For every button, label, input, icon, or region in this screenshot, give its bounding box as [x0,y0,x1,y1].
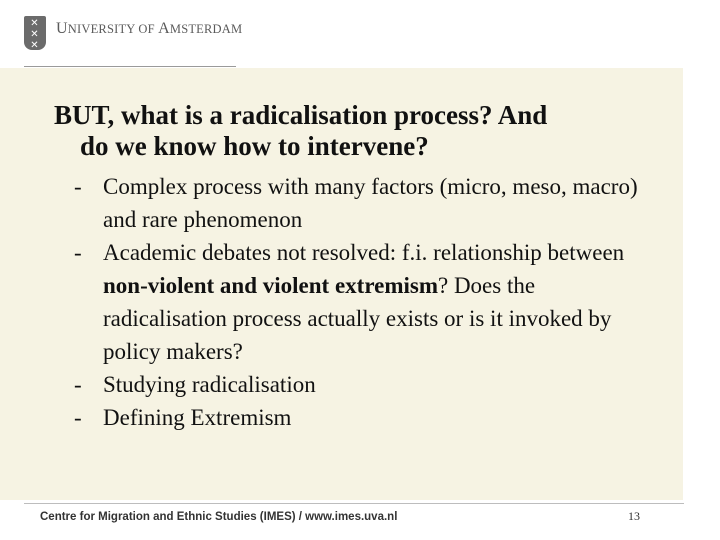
bullet-text-bold: non-violent and violent extremism [103,273,438,298]
page-number: 13 [628,509,640,523]
header-divider [24,66,236,67]
university-logo-icon: ✕ ✕ ✕ [24,16,46,50]
bullet-list [74,170,654,434]
bullet-dash: - [74,372,82,397]
bullet-text: Studying radicalisation [103,372,316,397]
bullet-item [74,236,654,368]
footer-divider [24,503,684,504]
bullet-item [74,170,654,236]
bullet-text-after: ? Does the radicalisation process actually exists or is it invoked by policy makers? [103,273,612,364]
slide-title-line-2: do we know how to intervene? [80,131,429,161]
bullet-dash: - [74,174,82,199]
university-name: UNIVERSITY OF AMSTERDAM [56,20,243,37]
bullet-text-before: Academic debates not resolved: f.i. relationship between [103,240,625,265]
slide-title-line-1: BUT, what is a radicalisation process? And [54,100,548,130]
bullet-dash: - [74,405,82,430]
footer-text: Centre for Migration and Ethnic Studies (IMES) / www.imes.uva.nl [40,511,398,523]
bullet-text: Defining Extremism [103,405,292,430]
bullet-item [74,401,654,434]
bullet-dash: - [74,240,82,265]
bullet-item [74,368,654,401]
slide-title [54,100,674,162]
bullet-text: Complex process with many factors (micro, meso, macro) and rare phenomenon [103,174,638,232]
